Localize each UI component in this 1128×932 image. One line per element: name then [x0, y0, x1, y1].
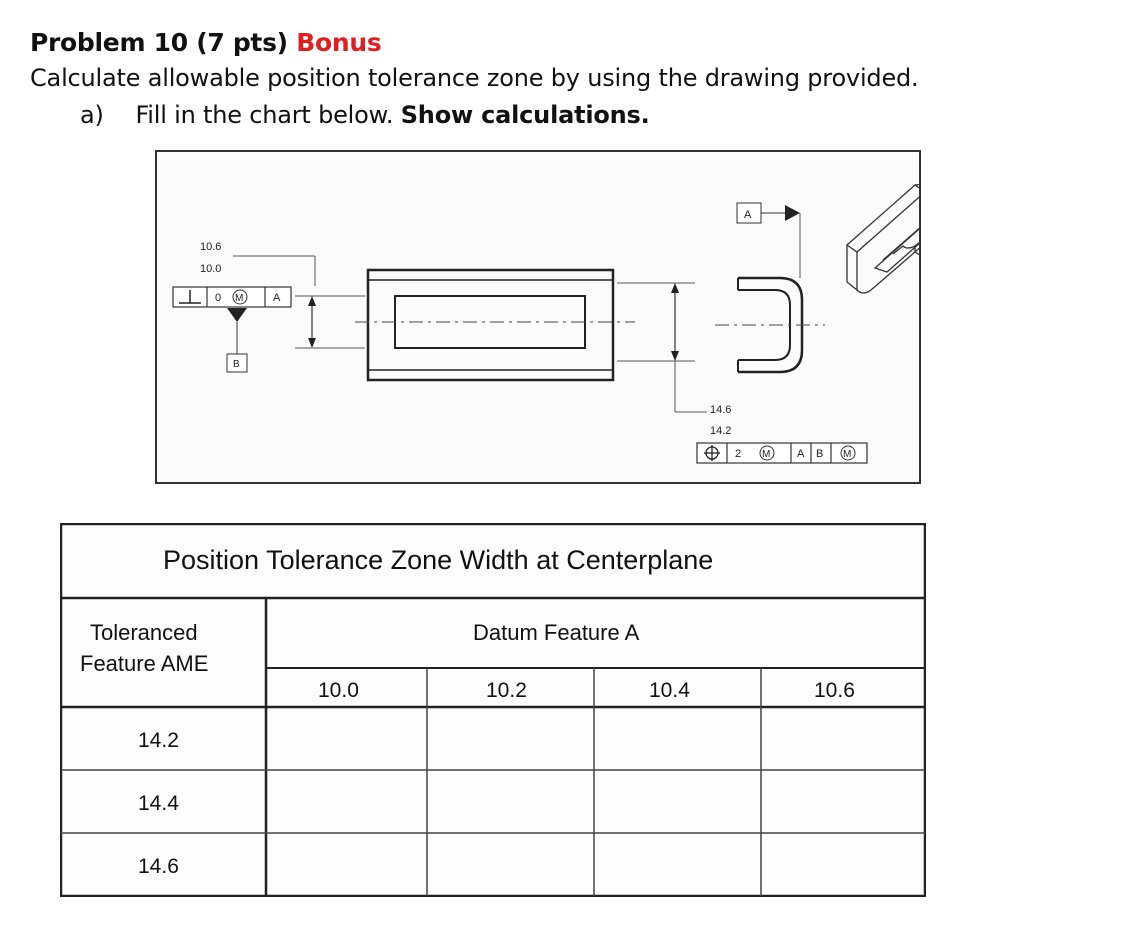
answer-cell[interactable]	[762, 708, 924, 769]
feature-fcf-datum-modifier: M	[843, 449, 852, 460]
problem-heading	[30, 28, 381, 57]
part-text: Fill in the chart below.	[135, 101, 394, 129]
part-bold-text: Show calculations.	[400, 101, 650, 129]
answer-cell[interactable]	[267, 708, 426, 769]
feature-fcf-modifier: M	[762, 449, 771, 460]
position-tolerance-table	[60, 523, 926, 897]
row-header-line2: Feature AME	[80, 651, 209, 676]
bonus-label: Bonus	[296, 28, 382, 57]
datum-a-feature-control-frame	[173, 287, 291, 307]
answer-cell[interactable]	[428, 771, 593, 832]
answer-cells[interactable]	[267, 708, 924, 895]
answer-cell[interactable]	[267, 771, 426, 832]
answer-cell[interactable]	[428, 708, 593, 769]
datum-a-fcf-modifier: M	[235, 293, 244, 304]
feature-fcf-datum-secondary: B	[816, 448, 824, 460]
problem-instruction: Calculate allowable position tolerance zone by using the drawing provided.	[30, 64, 919, 92]
datum-a-fcf-datum: A	[273, 292, 281, 304]
answer-cell[interactable]	[595, 771, 760, 832]
part-marker: a)	[80, 101, 104, 129]
answer-cell[interactable]	[267, 834, 426, 895]
column-header: 10.0	[318, 679, 359, 702]
datum-a-label: A	[744, 209, 752, 221]
column-header: 10.2	[486, 679, 527, 702]
row-label: 14.6	[138, 855, 179, 878]
answer-cell[interactable]	[595, 834, 760, 895]
column-header: 10.4	[649, 679, 690, 702]
problem-title: Problem 10 (7 pts)	[30, 28, 288, 57]
column-group-header: Datum Feature A	[473, 620, 640, 645]
answer-cell[interactable]	[595, 708, 760, 769]
answer-cell[interactable]	[762, 834, 924, 895]
datum-a-size-lower: 10.0	[200, 263, 222, 275]
position-feature-control-frame	[697, 443, 867, 463]
answer-cell[interactable]	[428, 834, 593, 895]
column-header: 10.6	[814, 679, 855, 702]
answer-cell[interactable]	[762, 771, 924, 832]
table-title: Position Tolerance Zone Width at Centerplane	[163, 545, 714, 575]
feature-fcf-tolerance: 2	[735, 448, 742, 460]
row-label: 14.4	[138, 792, 179, 815]
datum-a-fcf-tolerance: 0	[215, 292, 222, 304]
part-a	[80, 101, 650, 129]
engineering-drawing	[155, 150, 921, 484]
feature-fcf-datum-primary: A	[797, 448, 805, 460]
datum-b-label: B	[233, 359, 240, 370]
feature-size-upper: 14.6	[710, 404, 732, 416]
row-header-line1: Toleranced	[90, 620, 198, 645]
datum-a-size-upper: 10.6	[200, 241, 222, 253]
row-label: 14.2	[138, 729, 179, 752]
feature-size-lower: 14.2	[710, 425, 732, 437]
